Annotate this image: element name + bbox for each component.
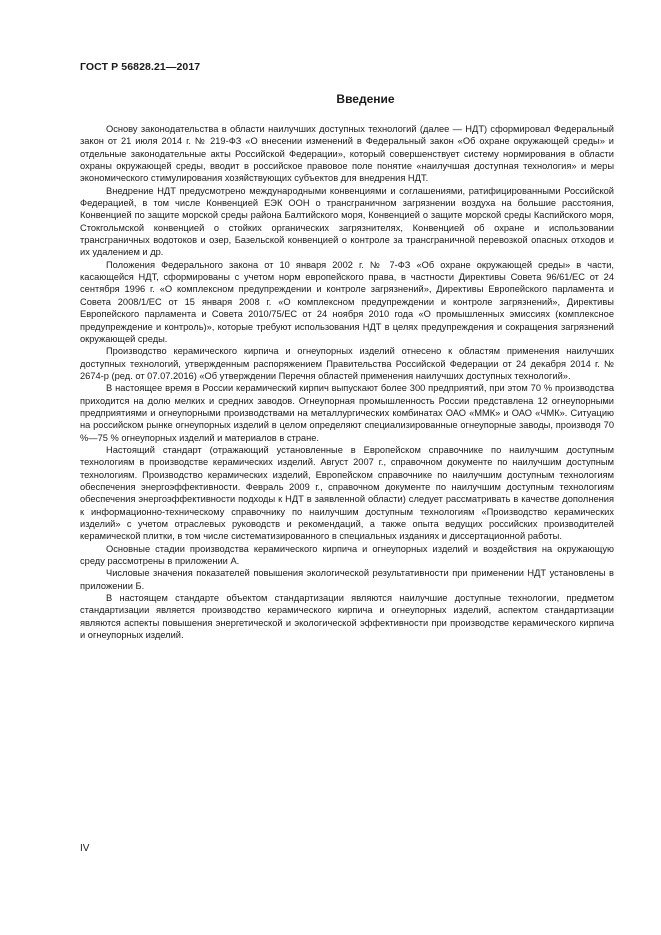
paragraph: Основу законодательства в области наилучших доступных технологий (далее — НДТ) сформировал Федеральный закон от 21 июля 2014 г. № 219-ФЗ «О внесении изменений в Федеральный закон «Об охране окружающей среды» и отдельные законодательные акты Российской Федерации», который совершенствует систему нормирования в области охраны окружающей среды, вводит в российское правовое поле понятие «наилучшая доступная технология» и меры экономического стимулирования хозяйствующих субъектов для внедрения НДТ. [80, 124, 614, 184]
page-number: IV [80, 843, 90, 854]
section-title: Введение [336, 92, 395, 106]
paragraph: Основные стадии производства керамического кирпича и огнеупорных изделий и воздействия на окружающую среду рассмотрены в приложении А. [80, 543, 614, 567]
paragraph: В настоящем стандарте объектом стандартизации являются наилучшие доступные технологии, предметом стандартизации является производство керамического кирпича и огнеупорных изделий, аспектом стандартизации являются аспекты повышения энергетической и экологической эффективности при производстве керамического кирпича и огнеупорных изделий. [80, 593, 614, 641]
body-text [80, 123, 614, 641]
paragraph: Положения Федерального закона от 10 января 2002 г. № 7-ФЗ «Об охране окружающей среды» в части, касающейся НДТ, сформированы с учетом норм европейского права, в частности Директивы Совета 96/61/ЕС от 24 сентября 1996 г. «О комплексном предупреждении и контроле загрязнений», Директивы Европейского парламента и Совета 2008/1/ЕС от 15 января 2008 г. «О комплексном предупреждении и контроле загрязнений», Директивы Европейского парламента и Совета 2010/75/ЕС от 24 ноября 2010 года «О промышленных эмиссиях (комплексное предупреждение и контроль)», которые требуют использования НДТ в целях предупреждения и сокращения загрязнений окружающей среды. [80, 259, 614, 344]
paragraph: Производство керамического кирпича и огнеупорных изделий отнесено к областям применения наилучших доступных технологий, утвержденным распоряжением Правительства Российской Федерации от 24 декабря 2014 г. № 2674-р (ред. от 07.07.2016) «Об утверждении Перечня областей применения наилучших доступных технологий». [80, 346, 614, 381]
paragraph: Числовые значения показателей повышения экологической результативности при применении НДТ установлены в приложении Б. [80, 568, 614, 591]
paragraph: В настоящее время в России керамический кирпич выпускают более 300 предприятий, при этом 70 % производства приходится на долю мелких и средних заводов. Огнеупорная промышленность России представлена 12 огнеупорными предприятиями и огнеупорными производствами на металлургических комбинатах ОАО «ММК» и ОАО «ЧМК». Ситуацию на российском рынке огнеупорных изделий в целом определяют специализированные огнеупорные заводы, производя 70 %—75 % огнеупорных изделий и материалов в стране. [80, 383, 614, 443]
standard-code-header: ГОСТ Р 56828.21—2017 [80, 61, 201, 73]
paragraph: Настоящий стандарт (отражающий установленные в Европейском справочнике по наилучшим доступным технологиям в производстве керамических изделий. Август 2007 г., справочном документе по наилучшим доступным технологиям. Производство керамических изделий, Европейском справочнике по наилучшим доступным технологиям обеспечения энергоэффективности. Февраль 2009 г., справочном документе по наилучшим доступным технологиям обеспечения энергоэффективности подходы к НДТ в заявленной области) следует рассматривать в качестве дополнения к информационно-техническому справочнику по наилучшим доступным технологиям «Производство керамических изделий» с учетом отраслевых руководств и рекомендаций, а также опыта ведущих российских производителей керамической плитки, в том числе систематизированного в специальных изданиях и диссертационной работы. [80, 444, 614, 542]
paragraph: Внедрение НДТ предусмотрено международными конвенциями и соглашениями, ратифицированными Российской Федерацией, в том числе Конвенцией ЕЭК ООН о трансграничном загрязнении воздуха на большие расстояния, Конвенцией по защите морской среды района Балтийского моря, Конвенцией о защите морской среды Каспийского моря, Стокгольмской конвенцией о стойких органических загрязнителях, Конвенцией об охране и использовании трансграничных водотоков и озер, Базельской конвенцией о контроле за трансграничной перевозкой опасных отходов и их удалением и др. [80, 185, 614, 258]
